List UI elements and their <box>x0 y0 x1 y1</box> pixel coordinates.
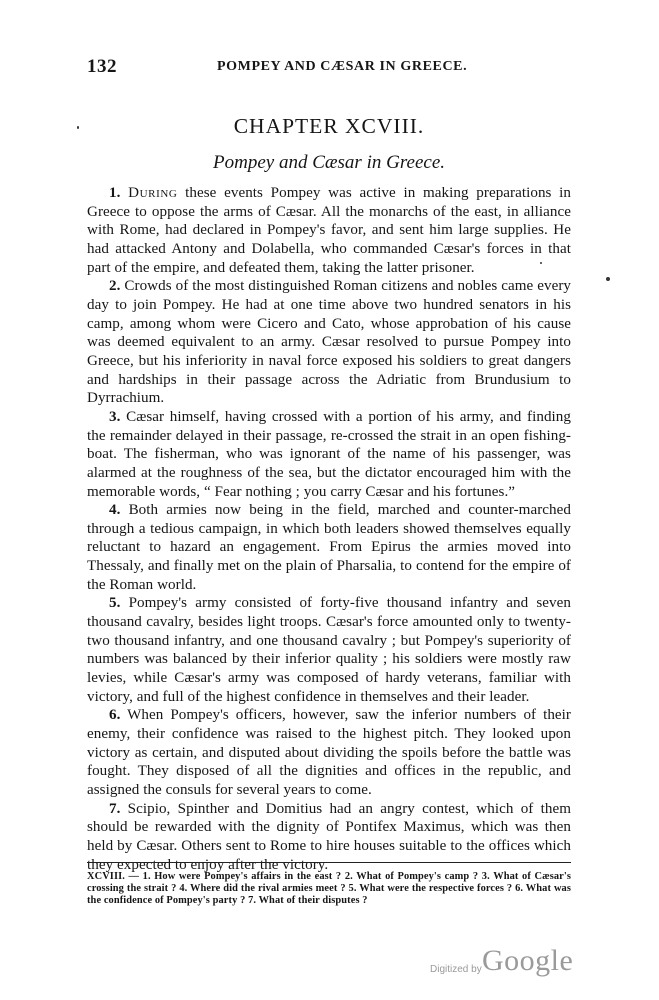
paragraph-3 <box>87 408 571 501</box>
footnote-divider <box>87 862 571 863</box>
paragraph-text: Crowds of the most distinguished Roman citizens and nobles came every day to join Pompey. He had at one time above two hundred senators in his camp, among whom were Cicero and Cato, whose approbation of his cause was deemed equivalent to an army. Cæsar resolved to pursue Pompey into Greece, but his inferiority in naval force exposed his soldiers to great dangers and hardships in their passage across the Adriatic from Brundusium to Dyrrachium. <box>87 278 571 407</box>
page-number: 132 <box>87 56 117 77</box>
watermark-logo: Google <box>482 944 574 977</box>
paragraph-text: Cæsar himself, having crossed with a portion of his army, and finding the remainder delayed in their passage, re-crossed the strait in an open fishing-boat. The fisherman, who was ignorant of the name of his passenger, was alarmed at the roughness of the sea, but the dictator encouraged him with the memorable words, “ Fear nothing ; you carry Cæsar and his fortunes.” <box>87 408 571 500</box>
paragraph-4 <box>87 501 571 594</box>
paragraph-number: 3. <box>109 408 121 425</box>
paragraph-5 <box>87 594 571 706</box>
paragraph-text: Scipio, Spinther and Domitius had an angry contest, which of them should be rewarded with the dignity of Pontifex Maximus, which was then held by Cæsar. Others sent to Rome to hire houses suitable to the offices which they expected to enjoy after the victory. <box>87 800 571 873</box>
paragraph-text: Both armies now being in the field, marched and counter-marched through a tedious campaign, in which both leaders showed themselves equally reluctant to hazard an engagement. From Epirus the armies moved into Thessaly, and finally met on the plain of Pharsalia, to contend for the empire of the Roman world. <box>87 502 571 593</box>
running-title: POMPEY AND CÆSAR IN GREECE. <box>217 59 468 74</box>
paragraph-6 <box>87 706 571 799</box>
watermark-prefix: Digitized by <box>430 964 482 975</box>
digitization-watermark <box>430 944 630 984</box>
paragraph-2 <box>87 277 571 408</box>
margin-speck <box>77 126 79 129</box>
margin-speck <box>540 262 542 264</box>
chapter-subtitle: Pompey and Cæsar in Greece. <box>213 152 445 173</box>
paragraph-number: 2. <box>109 278 121 295</box>
paragraph-text: Pompey's army consisted of forty-five thousand infantry and seven thousand cavalry, besides light troops. Cæsar's force amounted only to twenty-two thousand infantry, and one thousand cavalry ; but Pompey's superiority of numbers was balanced by their inferior quality ; his soldiers were mostly raw levies, while Cæsar's army was composed of hardy veterans, familiar with victory, and full of the highest confidence in themselves and their leader. <box>87 595 571 705</box>
paragraph-number: 4. <box>109 502 121 519</box>
paragraph-text: these events Pompey was active in making preparations in Greece to oppose the arms of Cæsar. All the monarchs of the east, in alliance with Rome, had declared in Pompey's favor, and sent him large supplies. He had attacked Antony and Dolabella, who commanded Cæsar's forces in that part of the empire, and defeated them, taking the latter prisoner. <box>87 185 572 276</box>
paragraph-number: 7. <box>109 800 121 817</box>
footnote-questions: XCVIII. — 1. How were Pompey's affairs in the east ? 2. What of Pompey's camp ? 3. What of Cæsar's crossing the strait ? 4. Where did the rival armies meet ? 5. What were the respective forces ? 6. What was the confidence of Pompey's party ? 7. What of their disputes ? <box>87 871 571 906</box>
paragraph-number: 5. <box>109 595 121 612</box>
paragraph-lead-word: During <box>128 185 178 201</box>
paragraph-7 <box>87 800 571 875</box>
paragraph-1 <box>87 184 571 277</box>
paragraph-number: 1. <box>109 185 121 201</box>
paragraph-number: 6. <box>109 707 121 724</box>
paragraph-text: When Pompey's officers, however, saw the inferior numbers of their enemy, their confidence was raised to the highest pitch. They looked upon victory as certain, and disputed about dividing the spoils before the battle was fought. They disposed of all the dignities and offices in the republic, and assigned the consuls for several years to come. <box>87 707 571 798</box>
body-text <box>87 184 571 874</box>
running-head <box>87 56 571 78</box>
margin-speck <box>606 277 610 281</box>
chapter-heading: CHAPTER XCVIII. <box>233 114 425 138</box>
